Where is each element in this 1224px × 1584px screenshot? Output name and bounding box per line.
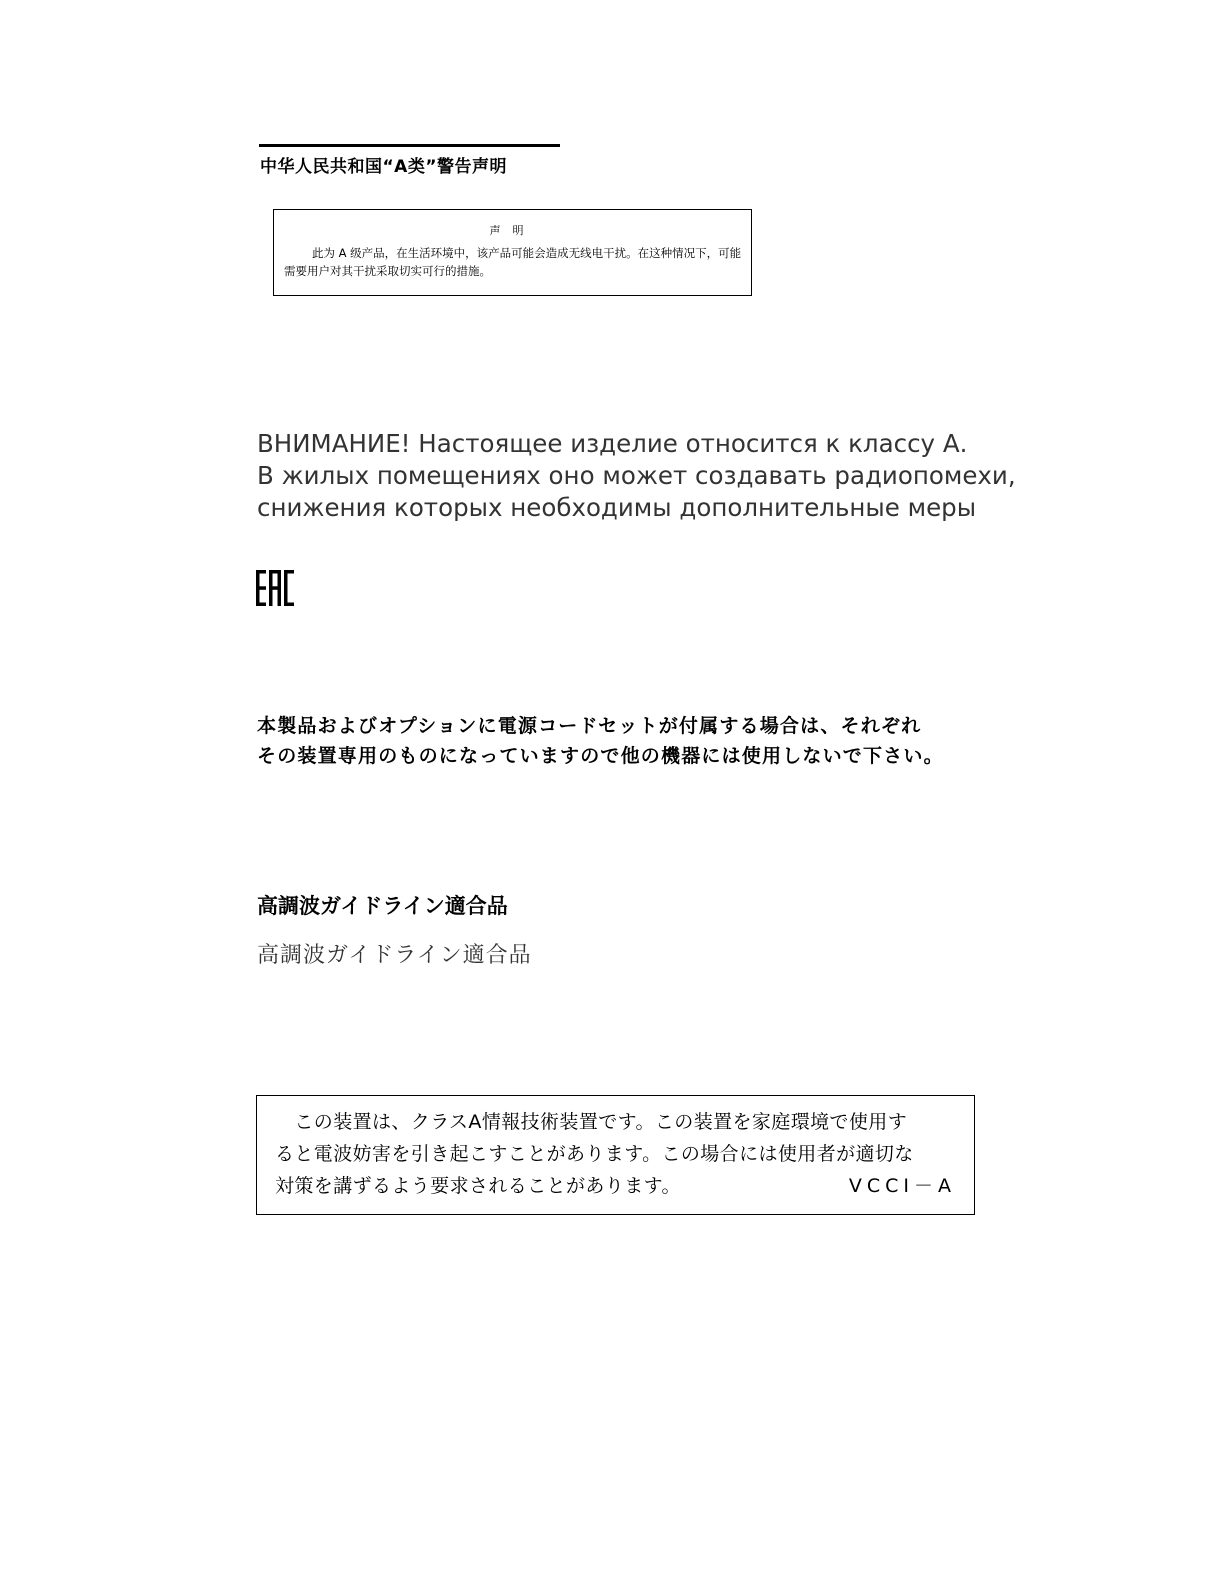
- harmonics-label-serif: 高調波ガイドライン適合品: [257, 943, 532, 968]
- harmonics-label-bold: 高調波ガイドライン適合品: [257, 894, 508, 918]
- china-statement-title: 中华人民共和国“A类”警告声明: [260, 157, 508, 177]
- vcci-statement-box: [256, 1095, 975, 1215]
- power-cord-notice-line: その装置専用のものになっていますので他の機器には使用しないで下さい。: [257, 745, 944, 767]
- russia-warning: [257, 428, 1077, 524]
- russia-warning-line: ВНИМАНИЕ! Настоящее изделие относится к классу А.: [257, 429, 968, 458]
- russia-warning-line: снижения которых необходимы дополнительные меры: [257, 493, 977, 522]
- vcci-statement-line: 対策を講ずるよう要求されることがあります。: [275, 1175, 681, 1197]
- russia-warning-line: В жилых помещениях оно может создавать радиопомехи,: [257, 461, 1016, 490]
- china-statement-box-text: 此为 A 级产品，在生活环境中，该产品可能会造成无线电干扰。在这种情况下，可能需要用户对其干扰采取切实可行的措施。: [284, 246, 742, 278]
- power-cord-notice-line: 本製品およびオプションに電源コードセットが付属する場合は、それぞれ: [257, 715, 922, 737]
- china-statement-box: [273, 209, 752, 296]
- vcci-statement-line: ると電波妨害を引き起こすことがあります。この場合には使用者が適切な: [275, 1143, 914, 1165]
- vcci-statement-line: この装置は、クラスA情報技術装置です。この装置を家庭環境で使用す: [275, 1111, 908, 1133]
- vcci-code: VCCI－A: [848, 1175, 956, 1197]
- vcci-statement-text: [275, 1106, 914, 1202]
- eac-mark-icon: [256, 570, 294, 606]
- power-cord-notice: [257, 711, 944, 771]
- china-statement-box-title: 声明: [489, 224, 536, 237]
- section-rule: [259, 144, 560, 147]
